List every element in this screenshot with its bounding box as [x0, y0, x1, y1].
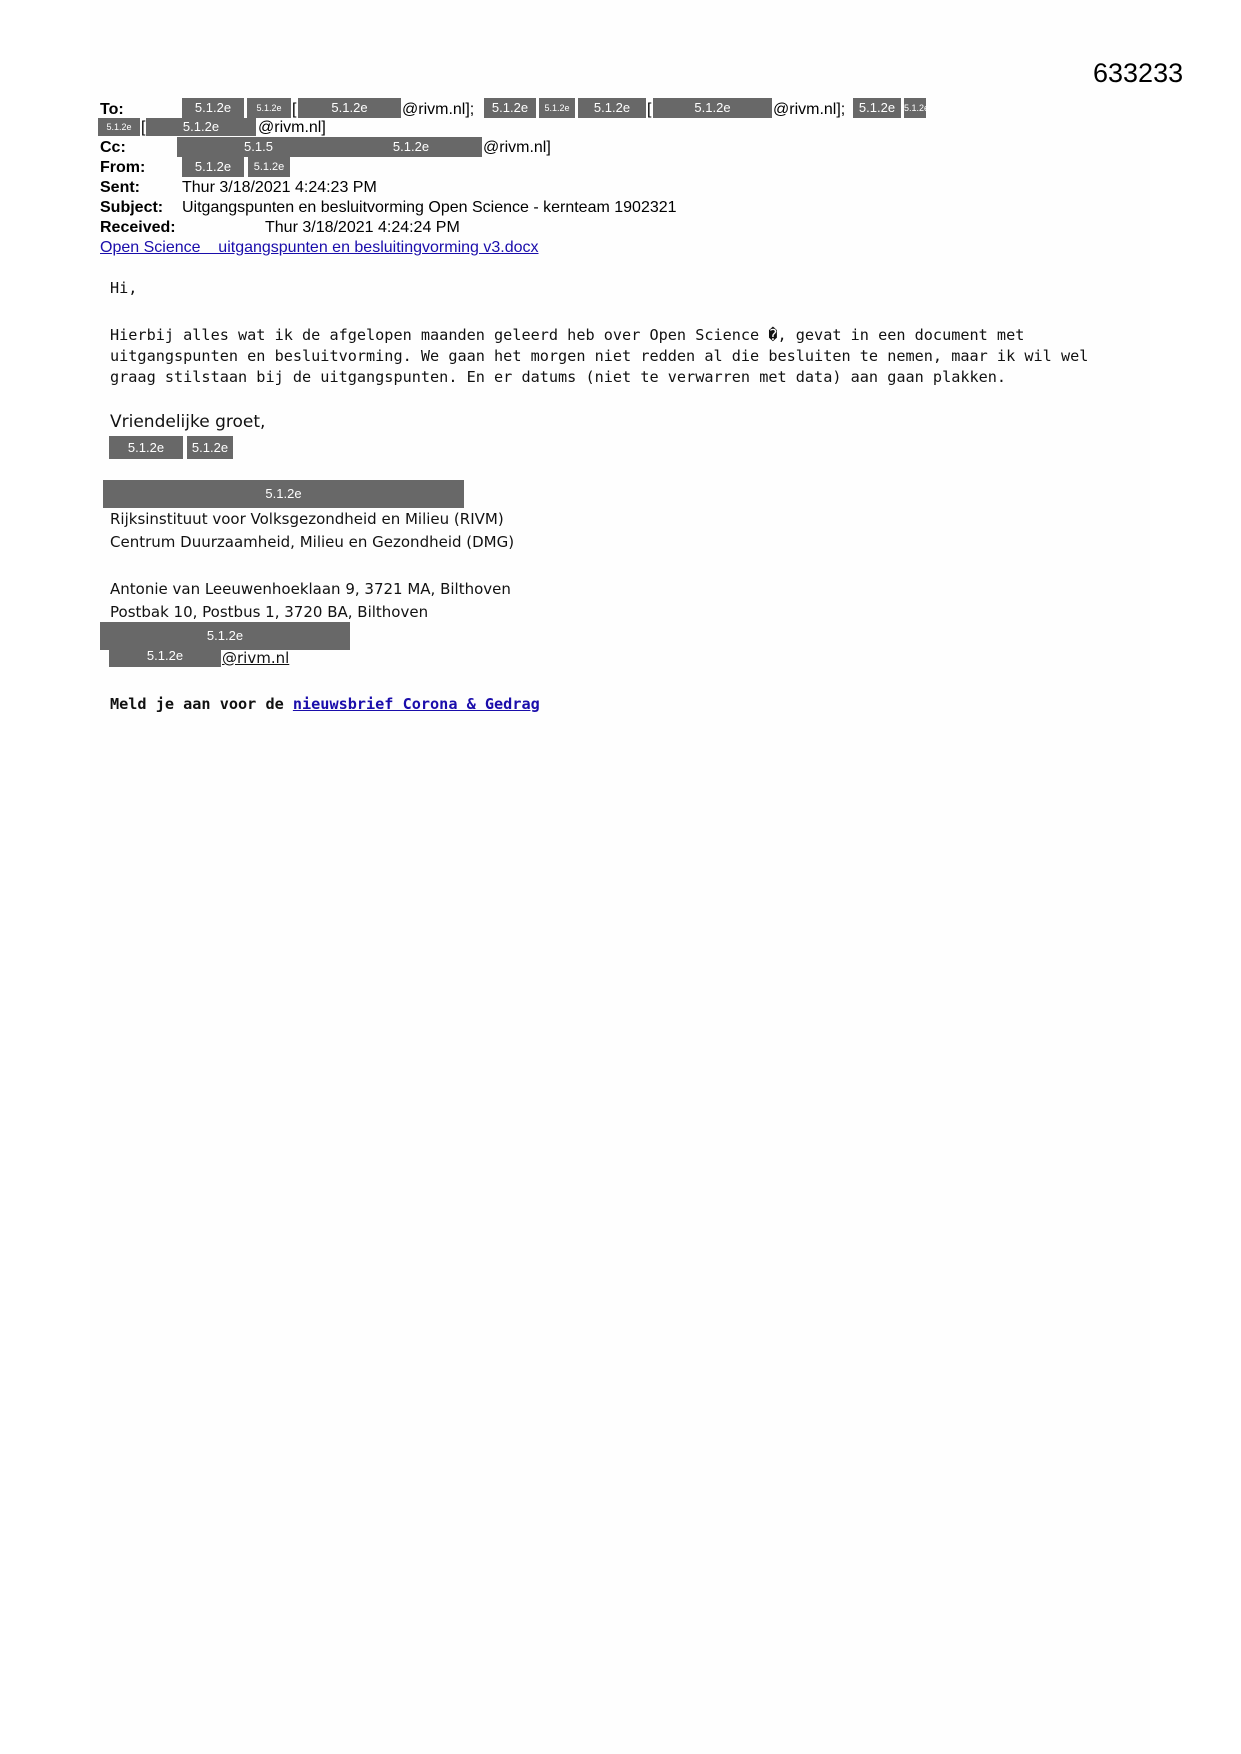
redaction-block: 5.1.2e — [98, 118, 140, 136]
redaction-block: 5.1.2e — [109, 436, 183, 459]
document-page — [90, 0, 1150, 1754]
redaction-block: 5.1.2e — [653, 98, 772, 118]
from-label: From: — [100, 159, 146, 176]
document-number: 633233 — [1093, 58, 1184, 88]
sent-value: Thur 3/18/2021 4:24:23 PM — [182, 179, 377, 196]
address-line: Antonie van Leeuwenhoeklaan 9, 3721 MA, Bilthoven — [110, 580, 511, 598]
newsletter-link[interactable]: nieuwsbrief Corona & Gedrag — [292, 695, 540, 713]
signature-email-link[interactable]: @rivm.nl — [222, 649, 290, 667]
body-line: Hierbij alles wat ik de afgelopen maanden geleerd heb over Open Science �, gevat in een document met — [110, 326, 1025, 344]
body-line: graag stilstaan bij de uitgangspunten. En er datums (niet te verwarren met data) aan gaan plakken. — [110, 368, 1007, 386]
redaction-block: 5.1.5 — [177, 137, 340, 157]
sent-label: Sent: — [100, 179, 140, 196]
org-line: Centrum Duurzaamheid, Milieu en Gezondheid (DMG) — [110, 533, 515, 551]
redaction-block: 5.1.2e — [146, 118, 256, 136]
bracket: [ — [647, 101, 652, 118]
subject-value: Uitgangspunten en besluitvorming Open Science - kernteam 1902321 — [182, 199, 677, 216]
redaction-block: 5.1.2e — [578, 98, 646, 118]
subject-label: Subject: — [100, 199, 164, 216]
redaction-block: 5.1.2e — [298, 98, 401, 118]
cc-label: Cc: — [100, 139, 126, 156]
bracket: [ — [292, 101, 297, 118]
redaction-block: 5.1.2e — [247, 98, 291, 118]
email-suffix: @rivm.nl] — [258, 119, 326, 136]
attachment-link[interactable]: Open Science uitgangspunten en besluitingvorming v3.docx — [100, 239, 539, 256]
received-label: Received: — [100, 219, 176, 236]
redaction-block: 5.1.2e — [484, 98, 536, 118]
redaction-block: 5.1.2e — [109, 645, 221, 667]
received-value: Thur 3/18/2021 4:24:24 PM — [265, 219, 460, 236]
redaction-block: 5.1.2e — [100, 622, 350, 650]
redaction-block: 5.1.2e — [248, 157, 290, 177]
newsletter-line — [110, 694, 540, 715]
redaction-block: 5.1.2e — [182, 98, 244, 118]
address-line: Postbak 10, Postbus 1, 3720 BA, Bilthoven — [110, 603, 429, 621]
newsletter-prefix: Meld je aan voor de — [110, 695, 293, 713]
redaction-block: 5.1.2e — [103, 480, 464, 508]
email-suffix: @rivm.nl]; — [773, 101, 846, 118]
body-line: uitgangspunten en besluitvorming. We gaan het morgen niet redden al die besluiten te nemen, maar ik wil wel — [110, 347, 1089, 365]
redaction-block: 5.1.2e — [182, 157, 244, 177]
redaction-block: 5.1.2e — [187, 436, 233, 459]
closing: Vriendelijke groet, — [110, 412, 266, 432]
email-suffix: @rivm.nl] — [483, 139, 551, 156]
redaction-block: 5.1.2e — [853, 98, 901, 118]
bracket: [ — [141, 119, 146, 136]
redaction-block: 5.1.2e — [904, 98, 926, 118]
redaction-block: 5.1.2e — [539, 98, 575, 118]
to-label: To: — [100, 101, 124, 118]
email-suffix: @rivm.nl]; — [402, 101, 475, 118]
org-line: Rijksinstituut voor Volksgezondheid en Milieu (RIVM) — [110, 510, 504, 528]
redaction-block: 5.1.2e — [340, 137, 482, 157]
greeting: Hi, — [110, 279, 138, 297]
